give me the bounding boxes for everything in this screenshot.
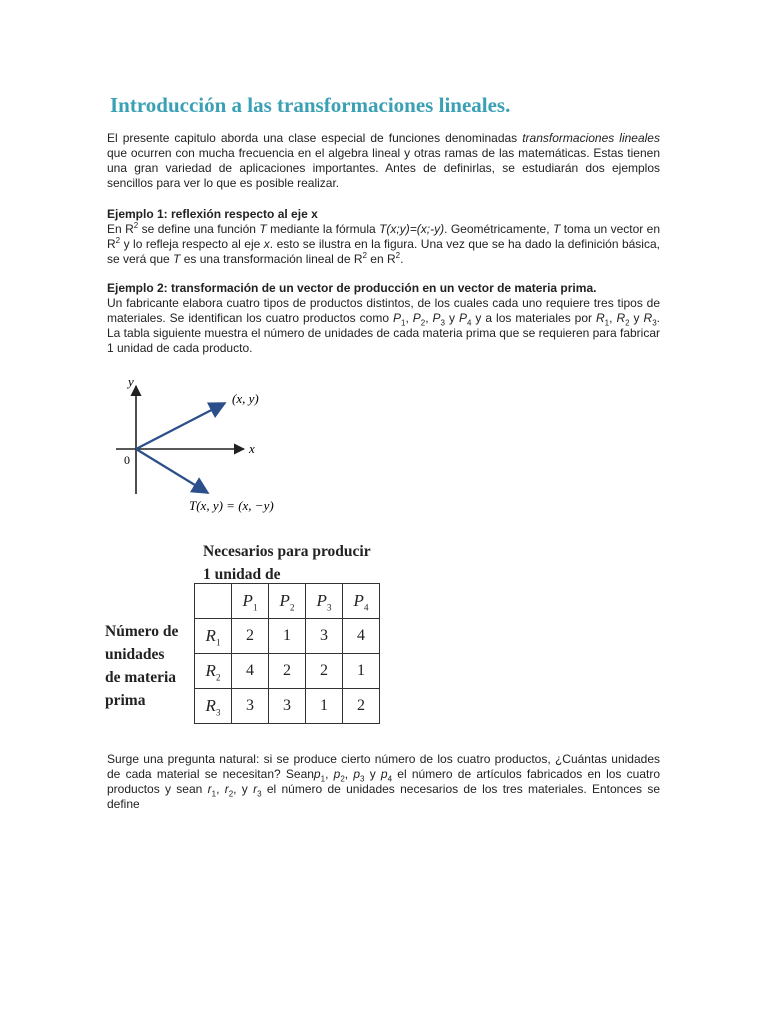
- col-header-p3: $P_3$: [306, 584, 343, 619]
- table-row-label: Número de unidades de materia prima: [105, 623, 179, 709]
- vector-original-label: (x, y): [232, 391, 259, 406]
- table-cell: 2: [232, 619, 269, 654]
- page-title: Introducción a las transformaciones lineales.: [110, 93, 511, 117]
- vector-original: [136, 403, 225, 449]
- table-header-row: [195, 584, 380, 619]
- table-cell: 4: [232, 654, 269, 689]
- example1-heading: Ejemplo 1: reflexión respecto al eje x: [107, 207, 318, 221]
- row-header-r1: $R_1$: [195, 619, 232, 654]
- table-cell: 3: [269, 689, 306, 724]
- materials-table: [194, 583, 380, 724]
- table-caption: Necesarios para producir 1 unidad de: [203, 543, 371, 583]
- y-axis-label: y: [128, 374, 134, 389]
- col-header-p1: $P_1$: [232, 584, 269, 619]
- closing-paragraph: Surge una pregunta natural: si se produce cierto número de los cuatro productos, ¿Cuántas unidades de cada material se necesitan? Seanp$_1$, $p_2$, $p_3$ y $p_4$ el número de artículos fabricados en los cuatro productos y sean $r_1$, $r_2$, y $r_3$ el número de unidades necesarios de los tres materiales. Entonces se define: [107, 752, 660, 811]
- table-cell: 3: [306, 619, 343, 654]
- table-cell: 2: [306, 654, 343, 689]
- row-header-r2: $R_2$: [195, 654, 232, 689]
- table-row: [195, 619, 380, 654]
- table-cell: 2: [343, 689, 380, 724]
- table-corner-cell: [195, 584, 232, 619]
- reflection-figure: [112, 372, 302, 520]
- materials-table-figure: [103, 538, 403, 743]
- table-cell: 1: [269, 619, 306, 654]
- table-cell: 1: [343, 654, 380, 689]
- table-cell: 3: [232, 689, 269, 724]
- table-cell: 1: [306, 689, 343, 724]
- table-row: [195, 654, 380, 689]
- vector-reflected-label: T(x, y) = (x, −y): [189, 498, 274, 513]
- table-cell: 4: [343, 619, 380, 654]
- origin-label: 0: [124, 453, 130, 467]
- x-axis-label: x: [249, 441, 255, 456]
- row-header-r3: $R_3$: [195, 689, 232, 724]
- col-header-p4: $P_4$: [343, 584, 380, 619]
- intro-paragraph: El presente capitulo aborda una clase especial de funciones denominadas transformaciones lineales que ocurren con mucha frecuencia en el algebra lineal y otras ramas de las matemáticas. Estas tienen una gran variedad de aplicaciones importantes. Antes de definirlas, se estudiarán dos ejemplos sencillos para ver lo que es posible realizar.: [107, 131, 660, 190]
- table-cell: 2: [269, 654, 306, 689]
- example2-heading: Ejemplo 2: transformación de un vector de producción en un vector de materia prima.: [107, 281, 597, 295]
- example2-paragraph: Un fabricante elabora cuatro tipos de productos distintos, de los cuales cada uno requiere tres tipos de materiales. Se identifican los cuatro productos como $P_1$, $P_2$, $P_3$ y $P_4$ y a los materiales por $R_1$, $R_2$ y $R_3$. La tabla siguiente muestra el número de unidades de cada materia prima que se requieren para fabricar 1 unidad de cada producto.: [107, 296, 660, 355]
- table-row: [195, 689, 380, 724]
- example1-paragraph: En $R^2$ se define una función T mediante la fórmula T(x;y)=(x;-y). Geométricamente, T toma un vector en $R^2$ y lo refleja respecto al eje x. esto se ilustra en la figura. Una vez que se ha dado la definición básica, se verá que T es una transformación lineal de $R^2$ en $R^2$.: [107, 221, 661, 266]
- vector-reflected: [136, 449, 208, 493]
- col-header-p2: $P_2$: [269, 584, 306, 619]
